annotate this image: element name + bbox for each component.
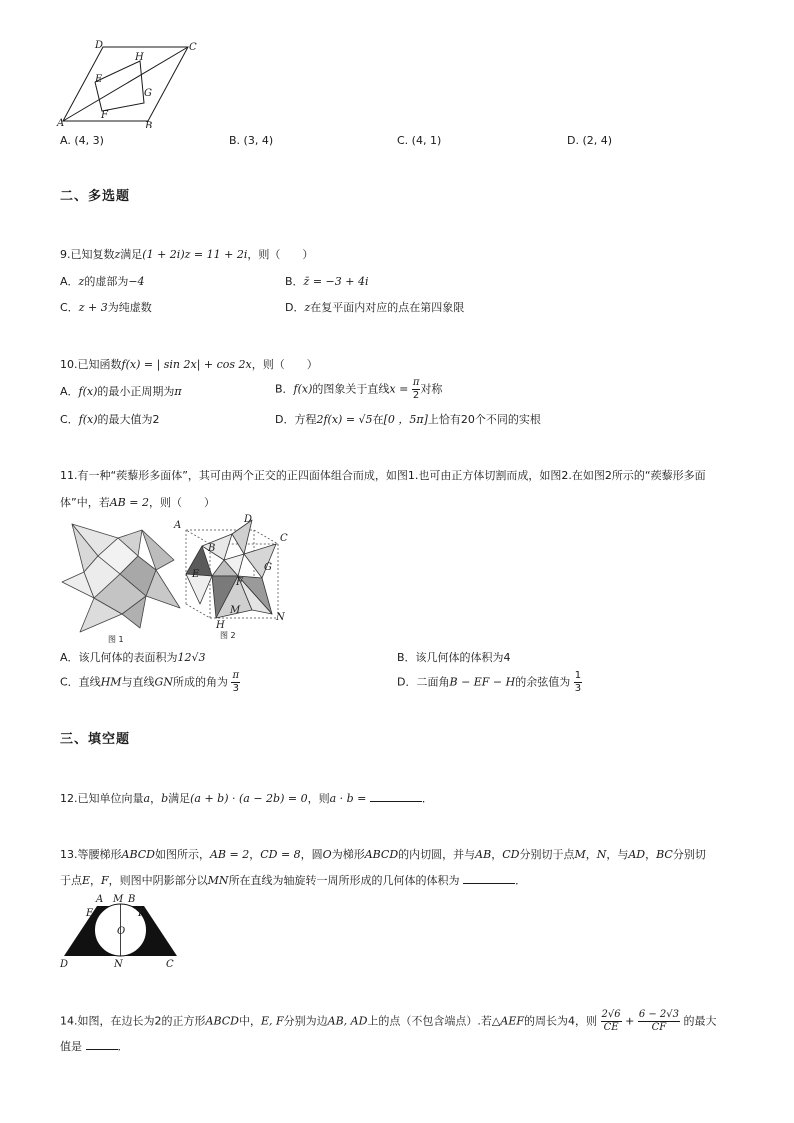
q14-answer-blank[interactable] — [86, 1039, 118, 1050]
label-M: M — [113, 894, 124, 905]
label-B: B — [128, 894, 136, 905]
q14-stem-line1: 14.如图，在边长为2的正方形ABCD中，E, F分别为边AB, AD上的点（不包含端点）.若△AEF的周长为4，则 $\frac{2√6}{CE}$ + $\frac{6 - 2√3}{CF}$ 的最大 — [60, 1009, 717, 1033]
label-E: E — [86, 908, 94, 919]
label-A: A — [174, 520, 182, 531]
q9-option-b: B．z̄ = −3 + 4i — [285, 275, 369, 288]
label-A: A — [96, 894, 104, 905]
q8-option-a: A. (4, 3) — [60, 134, 104, 147]
fraction-2root6-over-ce: $\frac{2√6}{CE}$ — [601, 1009, 621, 1033]
label-H: H — [216, 620, 225, 631]
section-title-multi-choice: 二、多选题 — [60, 189, 131, 204]
label-E: E — [95, 74, 103, 85]
q9-option-d: D．z在复平面内对应的点在第四象限 — [285, 301, 465, 314]
q12-answer-blank[interactable] — [370, 791, 422, 802]
fraction-one-third: $\frac{1}{3}$ — [574, 670, 582, 694]
label-F: F — [138, 908, 145, 919]
q8-option-c: C. (4, 1) — [397, 134, 442, 147]
label-C: C — [189, 42, 197, 53]
label-D: D — [95, 40, 104, 51]
q13-stem-line1: 13.等腰梯形ABCD如图所示，AB = 2，CD = 8，圆O为梯形ABCD的内切圆，并与AB，CD分别切于点M，N，与AD，BC分别切 — [60, 848, 706, 861]
label-G: G — [264, 562, 272, 573]
q10-option-c: C．f(x)的最大值为2 — [60, 413, 160, 426]
q11-option-c: C．直线HM与直线GN所成的角为 $\frac{\pi}{3}$ — [60, 670, 240, 694]
q9-option-a: A．z的虚部为−4 — [60, 275, 145, 288]
q11-stem-line1: 11.有一种“蒺藜形多面体”，其可由两个正交的正四面体组合而成，如图1.也可由正方体切割而成，如图2.在如图2所示的“蒺藜形多面 — [60, 469, 706, 482]
q10-option-d: D．方程2f(x) = √5在[0 ，5π]上恰有20个不同的实根 — [275, 413, 541, 426]
label-B: B — [208, 543, 216, 554]
parallelogram-figure — [55, 36, 205, 128]
q11-option-d: D．二面角B − EF − H的余弦值为 $\frac{1}{3}$ — [397, 670, 582, 694]
q8-option-b: B. (3, 4) — [229, 134, 274, 147]
q9-option-c: C．z + 3为纯虚数 — [60, 301, 152, 314]
q10-stem: 10.已知函数f(x) = | sin 2x| + cos 2x，则（ ） — [60, 358, 318, 371]
q14-stem-line2: 值是 ． — [60, 1040, 129, 1053]
fraction-pi-over-2: $\frac{\pi}{2}$ — [412, 377, 420, 401]
label-B: B — [145, 121, 153, 128]
label-C: C — [280, 533, 288, 544]
q10-option-b: B．f(x)的图象关于直线x = $\frac{\pi}{2}$ 对称 — [275, 377, 443, 401]
q13-answer-blank[interactable] — [463, 873, 515, 884]
q12-stem: 12.已知单位向量a，b满足(a + b) · (a − 2b) = 0，则a · b = ． — [60, 792, 433, 805]
label-E: E — [192, 569, 200, 580]
q11-option-b: B．该几何体的体积为4 — [397, 651, 511, 664]
label-C: C — [166, 959, 174, 970]
label-N: N — [276, 612, 285, 623]
fraction-pi-over-3: $\frac{\pi}{3}$ — [232, 670, 240, 694]
label-F: F — [101, 110, 108, 121]
q11-option-a: A．该几何体的表面积为12√3 — [60, 651, 206, 664]
label-D: D — [244, 514, 253, 525]
q8-option-d: D. (2, 4) — [567, 134, 613, 147]
label-D: D — [60, 959, 69, 970]
q9-stem: 9.已知复数z满足(1 + 2i)z = 11 + 2i，则（ ） — [60, 248, 314, 261]
figure-1-caption: 图 1 — [108, 635, 124, 644]
label-G: G — [144, 88, 152, 99]
q10-option-a: A．f(x)的最小正周期为π — [60, 385, 182, 398]
q13-stem-line2: 于点E，F，则图中阴影部分以MN所在直线为轴旋转一周所形成的几何体的体积为 ． — [60, 874, 527, 887]
trapezoid-incircle-figure — [56, 890, 186, 970]
fraction-6minus2root3-over-cf: $\frac{6 - 2√3}{CF}$ — [638, 1009, 680, 1033]
label-A: A — [57, 118, 65, 128]
figure-1-stellated-polyhedron — [58, 516, 184, 644]
label-N: N — [114, 959, 123, 970]
figure-2-caption: 图 2 — [220, 631, 236, 640]
label-H: H — [135, 52, 144, 63]
label-M: M — [230, 605, 241, 616]
label-O: O — [117, 926, 126, 937]
label-F: F — [236, 577, 243, 588]
section-title-fill-blank: 三、填空题 — [60, 732, 131, 747]
q11-stem-line2: 体”中，若AB = 2，则（ ） — [60, 496, 215, 509]
figure-2-cube-polyhedron — [172, 514, 294, 644]
